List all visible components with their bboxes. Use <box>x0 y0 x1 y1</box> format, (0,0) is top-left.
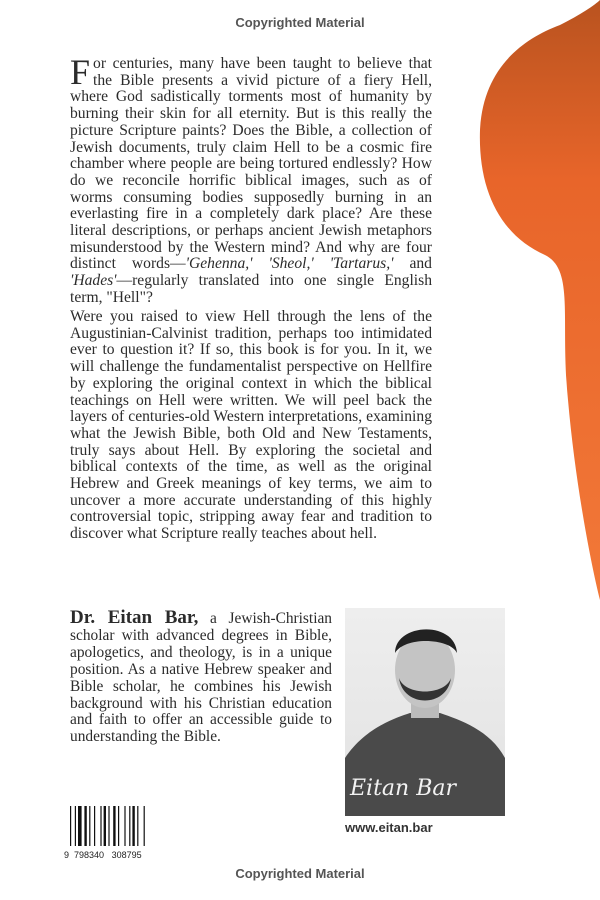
author-photo <box>345 608 505 816</box>
description-paragraph-2: Were you raised to view Hell through the lens of the Augustinian-Calvinist tradition, perhaps too intimidated ever to question it? If so, this book is for you. In it, we will challenge the fundamentalist perspective on Hellfire by exploring the original context in which the biblical teachings on Hell were written. We will peel back the layers of centuries-old Western interpretations, examining what the Jewish Bible, both Old and New Testaments, truly says about Hell. By exploring the societal and biblical contexts of the time, as well as the original Hebrew and Greek meanings of key terms, we aim to uncover a more accurate understanding of this highly controversial topic, stripping away fear and tradition to discover what Scripture really teaches about hell. <box>70 308 432 543</box>
copyright-watermark-top: Copyrighted Material <box>235 15 365 30</box>
isbn-number: 9 798340 308795 <box>64 850 142 860</box>
author-bio: Dr. Eitan Bar, a Jewish-Christian scholar with advanced degrees in Bible, apologetics, and theology, is in a unique position. As a native Hebrew speaker and Bible scholar, he combines his Jewish background with his Christian education and faith to offer an accessible guide to understanding the Bible. <box>70 607 333 746</box>
description-paragraph-1: For centuries, many have been taught to believe that the Bible presents a vivid picture of a fiery Hell, where God sadistically torments most of humanity by burning their skin for all eternity. But is this really the picture Scripture paints? Does the Bible, a collection of Jewish documents, truly claim Hell to be a cosmic fire chamber where people are being tortured endlessly? How do we reconcile horrific biblical images, such as of worms consuming bodies supposedly burning in an everlasting fire in a completely dark place? Are these literal descriptions, or perhaps ancient Jewish metaphors misunderstood by the Western mind? And why are four distinct words—'Gehenna,' 'Sheol,' 'Tartarus,' and 'Hades'—regularly translated into one single English term, "Hell"? <box>70 52 432 306</box>
author-name: Dr. Eitan Bar, <box>70 607 199 628</box>
author-signature: Eitan Bar <box>350 776 457 801</box>
author-website: www.eitan.bar <box>345 820 433 835</box>
copyright-watermark-bottom: Copyrighted Material <box>235 866 365 881</box>
drop-cap: F <box>70 52 91 92</box>
isbn-barcode <box>68 806 176 850</box>
